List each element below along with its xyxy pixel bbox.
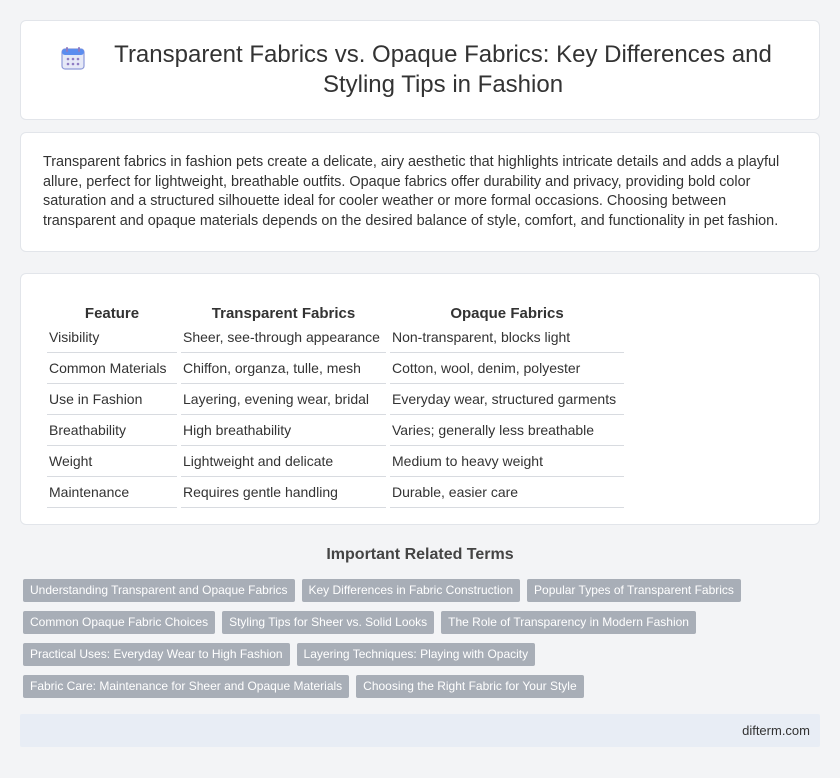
title-card xyxy=(20,20,820,120)
related-term-tag[interactable]: Choosing the Right Fabric for Your Style xyxy=(356,675,583,698)
related-term-tag[interactable]: Layering Techniques: Playing with Opacity xyxy=(297,643,536,666)
table-cell: Cotton, wool, denim, polyester xyxy=(390,353,624,384)
page-title: Transparent Fabrics vs. Opaque Fabrics: Key Differences and Styling Tips in Fashion xyxy=(114,41,772,98)
table-row xyxy=(47,384,624,415)
table-cell: Lightweight and delicate xyxy=(181,446,386,477)
related-term-tag[interactable]: Practical Uses: Everyday Wear to High Fashion xyxy=(23,643,290,666)
column-header-feature: Feature xyxy=(84,305,140,322)
table-cell: Visibility xyxy=(47,322,177,353)
table-cell: Sheer, see-through appearance xyxy=(181,322,386,353)
related-term-tag[interactable]: Common Opaque Fabric Choices xyxy=(23,611,215,634)
intro-card xyxy=(20,132,820,252)
related-terms-list xyxy=(23,579,823,707)
table-cell: Requires gentle handling xyxy=(181,477,386,508)
table-row xyxy=(47,446,624,477)
table-cell: Durable, easier care xyxy=(390,477,624,508)
related-terms-heading: Important Related Terms xyxy=(326,546,514,563)
related-term-tag[interactable]: Fabric Care: Maintenance for Sheer and Opaque Materials xyxy=(23,675,349,698)
table-cell: Common Materials xyxy=(47,353,177,384)
related-term-tag[interactable]: Styling Tips for Sheer vs. Solid Looks xyxy=(222,611,434,634)
related-term-tag[interactable]: Key Differences in Fabric Construction xyxy=(302,579,521,602)
table-row xyxy=(47,477,624,508)
related-term-tag[interactable]: The Role of Transparency in Modern Fashion xyxy=(441,611,696,634)
column-header-opaque: Opaque Fabrics xyxy=(450,305,564,322)
table-row xyxy=(47,322,624,353)
column-header-transparent: Transparent Fabrics xyxy=(211,305,356,322)
related-term-tag[interactable]: Popular Types of Transparent Fabrics xyxy=(527,579,741,602)
footer-site-link[interactable]: difterm.com xyxy=(742,723,810,738)
table-cell: Everyday wear, structured garments xyxy=(390,384,624,415)
intro-paragraph: Transparent fabrics in fashion pets create a delicate, airy aesthetic that highlights intricate details and adds a playful allure, perfect for lightweight, breathable outfits. Opaque fabrics offer durability and privacy, providing bold color saturation and a structured silhouette ideal for cooler weather or more formal occasions. Choosing between transparent and opaque materials depends on the desired balance of style, comfort, and functionality in pet fashion. xyxy=(43,154,780,229)
table-cell: Chiffon, organza, tulle, mesh xyxy=(181,353,386,384)
footer xyxy=(20,714,820,747)
related-term-tag[interactable]: Understanding Transparent and Opaque Fabrics xyxy=(23,579,295,602)
table-row xyxy=(47,415,624,446)
comparison-table xyxy=(43,296,628,508)
table-cell: Layering, evening wear, bridal xyxy=(181,384,386,415)
table-cell: High breathability xyxy=(181,415,386,446)
table-cell: Maintenance xyxy=(47,477,177,508)
table-cell: Medium to heavy weight xyxy=(390,446,624,477)
table-header-row xyxy=(47,296,624,322)
calendar-icon xyxy=(60,45,86,71)
table-cell: Varies; generally less breathable xyxy=(390,415,624,446)
comparison-card xyxy=(20,273,820,525)
table-cell: Breathability xyxy=(47,415,177,446)
table-cell: Use in Fashion xyxy=(47,384,177,415)
table-row xyxy=(47,353,624,384)
table-cell: Weight xyxy=(47,446,177,477)
table-cell: Non-transparent, blocks light xyxy=(390,322,624,353)
